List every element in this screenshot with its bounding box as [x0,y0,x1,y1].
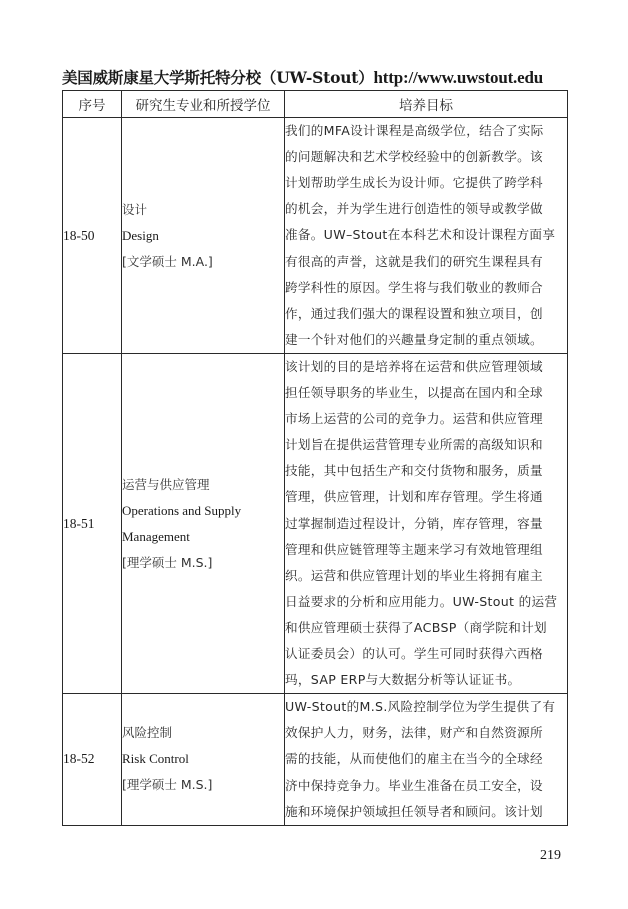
goal-line: 技能，其中包括生产和交付货物和服务，质量 [285,463,543,479]
goal-line: UW-Stout的M.S.风险控制学位为学生提供了有 [285,699,556,715]
goal-line: 我们的MFA设计课程是高级学位，结合了实际 [285,123,544,139]
table-row [63,694,568,825]
goal-line: 施和环境保护领域担任领导者和顾问。该计划 [285,803,543,819]
column-header-program: 研究生专业和所授学位 [122,91,285,118]
table-row [63,354,568,694]
goal-cell [285,354,568,694]
row-number: 18-51 [63,354,122,694]
goal-line: 玛，SAP ERP与大数据分析等认证证书。 [285,672,521,688]
goal-line: 作，通过我们强大的课程设置和独立项目，创 [285,305,543,321]
program-name-zh: 运营与供应管理 [122,476,210,492]
goal-line: 计划帮助学生成长为设计师。它提供了跨学科 [285,175,543,191]
goal-line: 的机会，并为学生进行创造性的领导或教学做 [285,201,543,217]
row-number: 18-50 [63,118,122,354]
program-degree: [理学硕士 M.S.] [122,554,213,570]
table-row [63,118,568,354]
goal-line: 日益要求的分析和应用能力。UW-Stout 的运营 [285,593,558,609]
program-name-en: Risk Control [122,751,189,767]
program-cell [122,354,285,694]
program-name-zh: 设计 [122,201,148,217]
row-number: 18-52 [63,694,122,825]
program-name-en: Operations and Supply [122,502,242,518]
university-name: 美国威斯康星大学斯托特分校（UW-Stout） [62,68,374,87]
goal-line: 认证委员会）的认可。学生可同时获得六西格 [285,646,543,662]
goal-line: 管理，供应管理，计划和库存管理。学生将通 [285,489,543,505]
column-header-goal: 培养目标 [285,91,568,118]
table-header-row [63,91,568,118]
program-degree: [文学硕士 M.A.] [122,253,213,269]
goal-line: 建一个针对他们的兴趣量身定制的重点领域。 [285,331,543,347]
program-table [62,90,568,826]
goal-line: 市场上运营的公司的竞争力。运营和供应管理 [285,411,543,427]
program-cell [122,694,285,825]
goal-line: 织。运营和供应管理计划的毕业生将拥有雇主 [285,567,543,583]
university-url: http://www.uwstout.edu [373,68,543,87]
column-header-number: 序号 [63,91,122,118]
program-degree: [理学硕士 M.S.] [122,777,213,793]
program-cell [122,118,285,354]
goal-line: 需的技能，从而使他们的雇主在当今的全球经 [285,751,543,767]
goal-line: 和供应管理硕士获得了ACBSP（商学院和计划 [285,619,547,635]
goal-line: 济中保持竞争力。毕业生准备在员工安全，设 [285,777,543,793]
goal-line: 担任领导职务的毕业生，以提高在国内和全球 [285,385,543,401]
goal-cell [285,694,568,825]
program-name-en: Design [122,227,159,243]
page-number: 219 [540,848,561,863]
page-title [62,66,582,88]
goal-line: 计划旨在提供运营管理专业所需的高级知识和 [285,437,543,453]
goal-line: 管理和供应链管理等主题来学习有效地管理组 [285,541,543,557]
goal-line: 准备。UW–Stout在本科艺术和设计课程方面享 [285,227,556,243]
goal-line: 该计划的目的是培养将在运营和供应管理领域 [285,359,543,374]
goal-line: 的问题解决和艺术学校经验中的创新教学。该 [285,149,543,165]
goal-line: 有很高的声誉，这就是我们的研究生课程具有 [285,253,543,269]
goal-cell [285,118,568,354]
program-name-en-cont: Management [122,528,190,544]
program-name-zh: 风险控制 [122,725,173,741]
goal-line: 跨学科性的原因。学生将与我们敬业的教师合 [285,279,543,295]
goal-line: 过掌握制造过程设计，分销，库存管理，容量 [285,515,543,531]
goal-line: 效保护人力，财务，法律，财产和自然资源所 [285,725,543,741]
